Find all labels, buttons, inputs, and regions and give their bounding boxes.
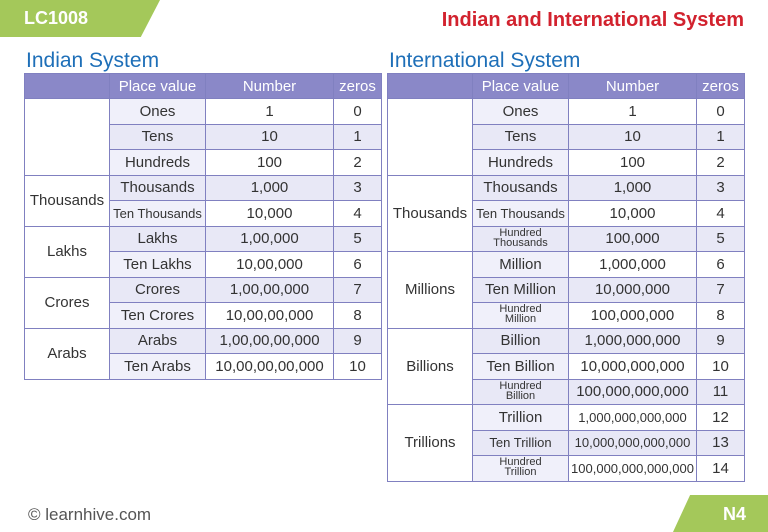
table-row xyxy=(388,252,745,278)
table-row xyxy=(25,99,382,125)
header-blank-cell xyxy=(388,74,473,99)
zeros-cell: 9 xyxy=(697,328,745,354)
number-cell: 100,000,000,000,000 xyxy=(569,456,697,482)
number-cell: 100,000,000 xyxy=(569,303,697,329)
group-label xyxy=(25,99,110,176)
column-header: Place value xyxy=(110,74,206,99)
place-value-cell: Hundred Thousands xyxy=(473,226,569,252)
place-value-cell: Ten Million xyxy=(473,277,569,303)
international-system-title: International System xyxy=(389,49,581,72)
table-row xyxy=(25,226,382,252)
number-cell: 10,000,000,000,000 xyxy=(569,430,697,456)
place-value-cell: Crores xyxy=(110,277,206,303)
place-value-cell: Thousands xyxy=(110,175,206,201)
zeros-cell: 9 xyxy=(334,328,382,354)
place-value-cell: Million xyxy=(473,252,569,278)
zeros-cell: 10 xyxy=(334,354,382,380)
group-label xyxy=(388,99,473,176)
place-value-cell: Ten Arabs xyxy=(110,354,206,380)
number-cell: 100,000 xyxy=(569,226,697,252)
zeros-cell: 2 xyxy=(697,150,745,176)
zeros-cell: 3 xyxy=(334,175,382,201)
zeros-cell: 11 xyxy=(697,379,745,405)
column-header: Number xyxy=(206,74,334,99)
place-value-cell: Ten Thousands xyxy=(110,201,206,227)
place-value-cell: Ten Trillion xyxy=(473,430,569,456)
zeros-cell: 13 xyxy=(697,430,745,456)
place-value-cell: Ten Billion xyxy=(473,354,569,380)
table-row xyxy=(388,328,745,354)
group-label: Trillions xyxy=(388,405,473,482)
group-label: Millions xyxy=(388,252,473,329)
zeros-cell: 0 xyxy=(697,99,745,125)
number-cell: 1,000,000,000,000 xyxy=(569,405,697,431)
place-value-cell: Ones xyxy=(110,99,206,125)
column-header: Number xyxy=(569,74,697,99)
zeros-cell: 1 xyxy=(697,124,745,150)
international-system-table xyxy=(387,73,745,482)
page-number-tab xyxy=(673,495,768,532)
number-cell: 100 xyxy=(206,150,334,176)
page-title: Indian and International System xyxy=(441,9,744,31)
zeros-cell: 3 xyxy=(697,175,745,201)
zeros-cell: 10 xyxy=(697,354,745,380)
place-value-cell: Trillion xyxy=(473,405,569,431)
table-row xyxy=(388,99,745,125)
place-value-cell: Hundreds xyxy=(473,150,569,176)
place-value-cell: Hundred Million xyxy=(473,303,569,329)
zeros-cell: 4 xyxy=(697,201,745,227)
place-value-cell: Lakhs xyxy=(110,226,206,252)
place-value-cell: Hundred Billion xyxy=(473,379,569,405)
indian-system-title: Indian System xyxy=(26,49,160,72)
table-row xyxy=(25,175,382,201)
number-cell: 1,00,000 xyxy=(206,226,334,252)
number-cell: 10,000 xyxy=(206,201,334,227)
zeros-cell: 8 xyxy=(334,303,382,329)
place-value-cell: Hundreds xyxy=(110,150,206,176)
number-cell: 1,000,000,000 xyxy=(569,328,697,354)
number-cell: 10,00,000 xyxy=(206,252,334,278)
number-cell: 10 xyxy=(569,124,697,150)
number-cell: 100 xyxy=(569,150,697,176)
place-value-cell: Tens xyxy=(110,124,206,150)
indian-system-table xyxy=(24,73,382,380)
number-cell: 1,00,00,00,000 xyxy=(206,328,334,354)
page-number: N4 xyxy=(722,504,746,524)
number-cell: 1,00,00,000 xyxy=(206,277,334,303)
place-value-cell: Ten Thousands xyxy=(473,201,569,227)
column-header: Place value xyxy=(473,74,569,99)
table-row xyxy=(388,175,745,201)
zeros-cell: 7 xyxy=(697,277,745,303)
zeros-cell: 5 xyxy=(334,226,382,252)
place-value-cell: Ten Crores xyxy=(110,303,206,329)
place-value-cell: Thousands xyxy=(473,175,569,201)
number-cell: 100,000,000,000 xyxy=(569,379,697,405)
place-value-cell: Hundred Trillion xyxy=(473,456,569,482)
zeros-cell: 8 xyxy=(697,303,745,329)
place-value-cell: Billion xyxy=(473,328,569,354)
table-row xyxy=(25,328,382,354)
group-label: Crores xyxy=(25,277,110,328)
table-row xyxy=(25,277,382,303)
group-label: Billions xyxy=(388,328,473,405)
number-cell: 1 xyxy=(206,99,334,125)
table-row xyxy=(388,405,745,431)
zeros-cell: 12 xyxy=(697,405,745,431)
number-cell: 10 xyxy=(206,124,334,150)
zeros-cell: 4 xyxy=(334,201,382,227)
zeros-cell: 5 xyxy=(697,226,745,252)
zeros-cell: 14 xyxy=(697,456,745,482)
number-cell: 1,000,000 xyxy=(569,252,697,278)
group-label: Thousands xyxy=(388,175,473,252)
column-header: zeros xyxy=(697,74,745,99)
place-value-cell: Ten Lakhs xyxy=(110,252,206,278)
zeros-cell: 1 xyxy=(334,124,382,150)
number-cell: 10,000,000 xyxy=(569,277,697,303)
column-header: zeros xyxy=(334,74,382,99)
zeros-cell: 2 xyxy=(334,150,382,176)
number-cell: 1,000 xyxy=(206,175,334,201)
copyright-text: © learnhive.com xyxy=(28,505,152,524)
number-cell: 10,00,00,000 xyxy=(206,303,334,329)
header-blank-cell xyxy=(25,74,110,99)
zeros-cell: 6 xyxy=(334,252,382,278)
zeros-cell: 7 xyxy=(334,277,382,303)
number-cell: 10,000 xyxy=(569,201,697,227)
group-label: Thousands xyxy=(25,175,110,226)
group-label: Arabs xyxy=(25,328,110,379)
zeros-cell: 0 xyxy=(334,99,382,125)
number-cell: 1,000 xyxy=(569,175,697,201)
place-value-cell: Ones xyxy=(473,99,569,125)
lesson-code: LC1008 xyxy=(24,8,89,28)
number-cell: 10,00,00,00,000 xyxy=(206,354,334,380)
place-value-cell: Tens xyxy=(473,124,569,150)
number-cell: 1 xyxy=(569,99,697,125)
zeros-cell: 6 xyxy=(697,252,745,278)
group-label: Lakhs xyxy=(25,226,110,277)
number-cell: 10,000,000,000 xyxy=(569,354,697,380)
place-value-cell: Arabs xyxy=(110,328,206,354)
